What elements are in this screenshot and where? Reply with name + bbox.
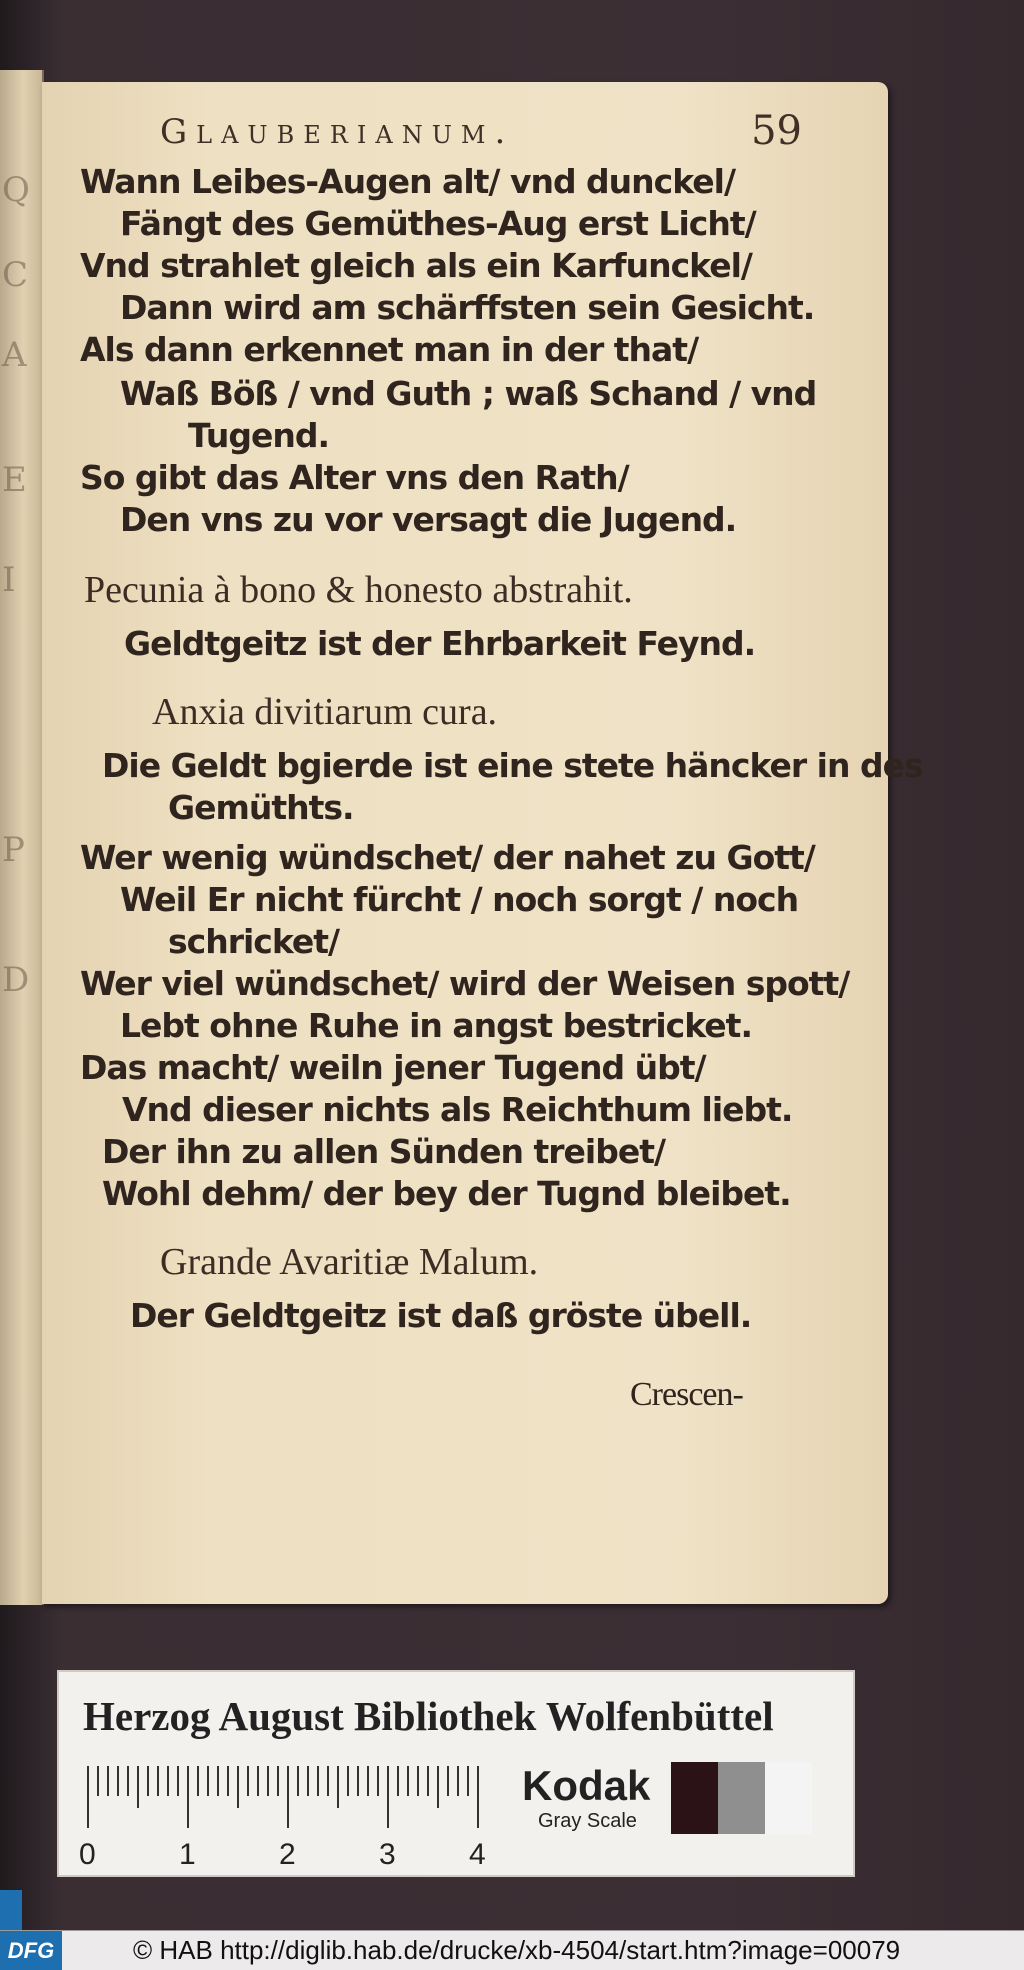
latin-motto: Pecunia à bono & honesto abstrahit. [84, 569, 633, 611]
kodak-subtitle: Gray Scale [538, 1810, 637, 1832]
text-line: Tugend. [188, 416, 330, 455]
footer-bar [0, 1930, 1024, 1970]
book-page [42, 82, 923, 1604]
scale-ruler [79, 1766, 487, 1871]
text-line: Als dann erkennet man in der that/ [80, 330, 699, 369]
ruler-number: 3 [379, 1838, 396, 1871]
text-line: Vnd dieser nichts als Reichthum liebt. [122, 1090, 793, 1129]
german-motto: Geldtgeitz ist der Ehrbarkeit Feynd. [124, 624, 756, 663]
latin-motto: Anxia divitiarum cura. [152, 691, 498, 733]
scanner-edge [0, 1890, 22, 1930]
text-line: schricket/ [168, 922, 340, 961]
latin-motto: Grande Avaritiæ Malum. [160, 1241, 539, 1283]
text-line: So gibt das Alter vns den Rath/ [80, 458, 629, 497]
gray-swatch-dark [671, 1762, 718, 1834]
copyright-link[interactable]: © HAB http://diglib.hab.de/drucke/xb-4504/start.htm?image=00079 [133, 1935, 901, 1965]
library-name: Herzog August Bibliothek Wolfenbüttel [83, 1693, 774, 1739]
library-label [57, 1670, 855, 1877]
ruler-number: 4 [469, 1838, 486, 1871]
text-line: Waß Böß / vnd Guth ; waß Schand / vnd [120, 374, 817, 413]
text-line: Die Geldt bgierde ist eine stete häncker in des [102, 746, 923, 785]
ruler-number: 2 [279, 1838, 296, 1871]
text-line: Vnd strahlet gleich als ein Karfunckel/ [80, 246, 752, 285]
text-line: Das macht/ weiln jener Tugend übt/ [80, 1048, 706, 1087]
kodak-gray-scale [522, 1762, 650, 1833]
ruler-number: 1 [179, 1838, 196, 1871]
facing-page-edge: Q C A E I P D [0, 70, 44, 1605]
page-number: 59 [751, 108, 802, 154]
text-line: Der ihn zu allen Sünden treibet/ [102, 1132, 666, 1171]
text-line: Wer viel wündschet/ wird der Weisen spott/ [80, 964, 850, 1003]
running-head: Glauberianum. [160, 112, 515, 152]
catchword: Crescen- [630, 1376, 743, 1413]
text-line: Fängt des Gemüthes-Aug erst Licht/ [120, 204, 756, 243]
ruler-number: 0 [79, 1838, 96, 1871]
text-line: Wohl dehm/ der bey der Tugnd bleibet. [102, 1174, 791, 1213]
gray-swatch-mid [718, 1762, 765, 1834]
text-line: Wann Leibes-Augen alt/ vnd dunckel/ [80, 162, 736, 201]
page-header [160, 108, 852, 158]
text-line: Gemüthts. [168, 788, 354, 827]
text-line: Den vns zu vor versagt die Jugend. [120, 500, 737, 539]
gray-swatch-light [765, 1762, 812, 1834]
text-line: Dann wird am schärffsten sein Gesicht. [120, 288, 815, 327]
german-motto: Der Geldtgeitz ist daß gröste übell. [130, 1296, 752, 1335]
dfg-logo[interactable]: DFG [0, 1931, 62, 1970]
text-line: Wer wenig wündschet/ der nahet zu Gott/ [80, 838, 815, 877]
text-line: Weil Er nicht fürcht / noch sorgt / noch [120, 880, 799, 919]
text-line: Lebt ohne Ruhe in angst bestricket. [120, 1006, 752, 1045]
kodak-brand: Kodak [522, 1762, 651, 1809]
